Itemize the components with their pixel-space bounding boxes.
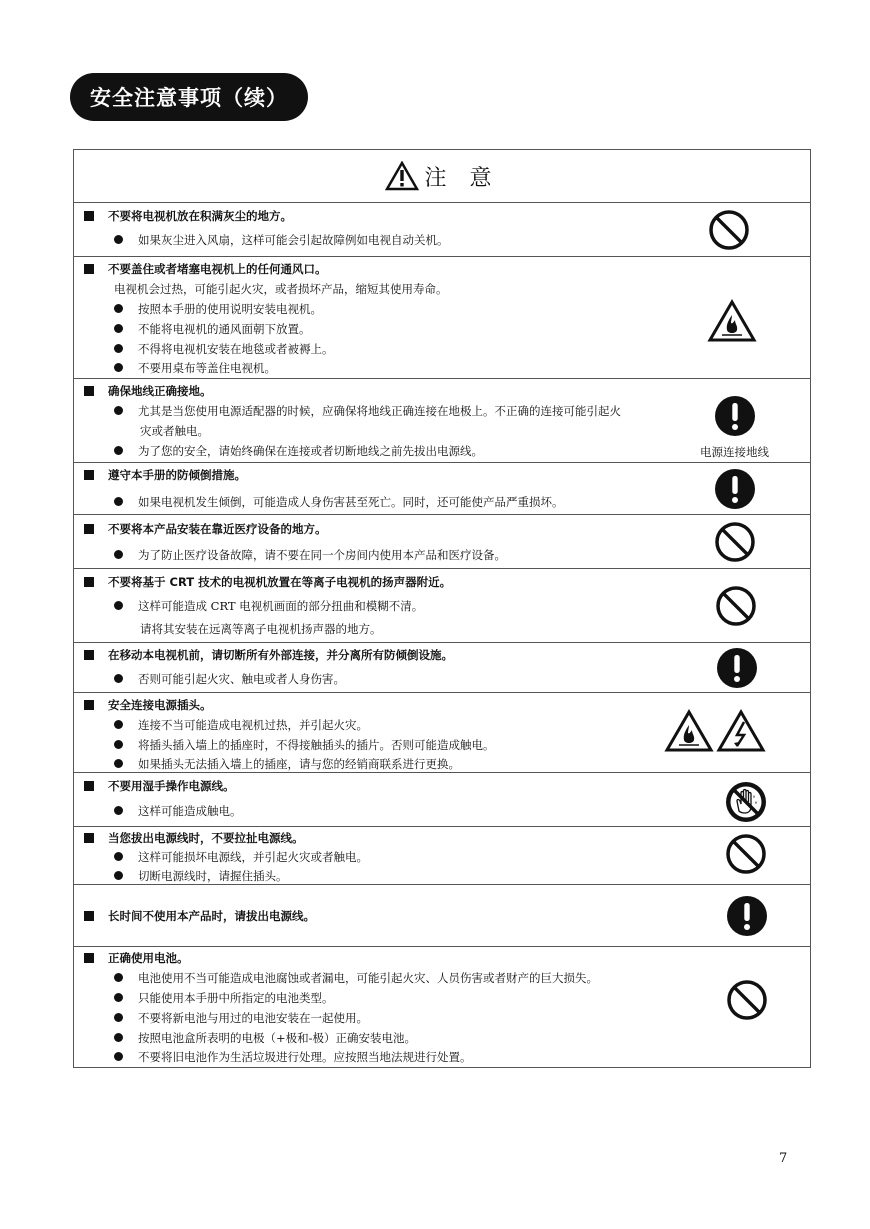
bullet-item: 电池使用不当可能造成电池腐蚀或者漏电，可能引起火灾、人员伤害或者财产的巨大损失。 xyxy=(114,971,598,985)
caution-label: 注 意 xyxy=(424,165,500,191)
warning-triangle-icon xyxy=(385,161,419,191)
prohibition-icon xyxy=(714,521,756,563)
bullet-item: 不得将电视机安装在地毯或者被褥上。 xyxy=(114,342,334,356)
section-heading: 不要将电视机放在积满灰尘的地方。 xyxy=(84,209,292,223)
bullet-item: 如果灰尘进入风扇，这样可能会引起故障例如电视自动关机。 xyxy=(114,233,449,247)
prohibition-icon xyxy=(715,585,757,627)
section-heading: 不要将本产品安装在靠近医疗设备的地方。 xyxy=(84,522,327,536)
caution-section xyxy=(74,827,810,885)
bullet-item: 尤其是当您使用电源适配器的时候，应确保将地线正确连接在地极上。不正确的连接可能引起火 xyxy=(114,404,621,418)
bullet-item: 这样可能造成触电。 xyxy=(114,804,242,818)
section-heading: 安全连接电源插头。 xyxy=(84,698,212,712)
section-heading: 正确使用电池。 xyxy=(84,951,189,965)
caution-section xyxy=(74,693,810,773)
bullet-item: 如果插头无法插入墙上的插座，请与您的经销商联系进行更换。 xyxy=(114,757,460,771)
section-heading: 确保地线正确接地。 xyxy=(84,384,212,398)
electric-shock-warning-icon xyxy=(716,709,766,753)
caution-section xyxy=(74,643,810,693)
caution-section xyxy=(74,569,810,643)
section-heading: 不要将基于 CRT 技术的电视机放置在等离子电视机的扬声器附近。 xyxy=(84,575,451,589)
bullet-item: 切断电源线时，请握住插头。 xyxy=(114,869,288,883)
mandatory-icon xyxy=(726,895,768,937)
section-heading: 不要用湿手操作电源线。 xyxy=(84,779,235,793)
bullet-continuation: 灾或者触电。 xyxy=(140,424,209,438)
section-intro: 电视机会过热，可能引起火灾，或者损坏产品，缩短其使用寿命。 xyxy=(114,282,448,296)
bullet-item: 按照电池盒所表明的电极（+极和-极）正确安装电池。 xyxy=(114,1031,416,1045)
caution-section xyxy=(74,257,810,379)
bullet-item: 不要将旧电池作为生活垃圾进行处理。应按照当地法规进行处置。 xyxy=(114,1050,472,1064)
caution-section xyxy=(74,379,810,463)
bullet-item: 为了防止医疗设备故障，请不要在同一个房间内使用本产品和医疗设备。 xyxy=(114,548,506,562)
bullet-item: 按照本手册的使用说明安装电视机。 xyxy=(114,302,322,316)
bullet-item: 不要用桌布等盖住电视机。 xyxy=(114,361,276,375)
bullet-item: 否则可能引起火灾、触电或者人身伤害。 xyxy=(114,672,345,686)
bullet-item: 不要将新电池与用过的电池安装在一起使用。 xyxy=(114,1011,368,1025)
mandatory-icon xyxy=(714,395,756,437)
prohibition-icon xyxy=(726,979,768,1021)
page-number: 7 xyxy=(779,1151,788,1166)
bullet-item: 如果电视机发生倾倒，可能造成人身伤害甚至死亡。同时，还可能使产品严重损坏。 xyxy=(114,495,564,509)
fire-warning-icon xyxy=(707,299,757,343)
section-heading: 不要盖住或者堵塞电视机上的任何通风口。 xyxy=(84,262,327,276)
bullet-item: 连接不当可能造成电视机过热，并引起火灾。 xyxy=(114,718,368,732)
caution-section xyxy=(74,885,810,947)
icon-caption: 电源连接地线 xyxy=(700,445,769,459)
mandatory-icon xyxy=(714,468,756,510)
caution-header xyxy=(74,150,810,203)
bullet-item: 不能将电视机的通风面朝下放置。 xyxy=(114,322,311,336)
bullet-item: 为了您的安全，请始终确保在连接或者切断地线之前先拔出电源线。 xyxy=(114,444,483,458)
caution-section xyxy=(74,947,810,1067)
bullet-item: 这样可能造成 CRT 电视机画面的部分扭曲和模糊不清。 xyxy=(114,599,423,613)
fire-warning-icon xyxy=(664,709,714,753)
bullet-item: 只能使用本手册中所指定的电池类型。 xyxy=(114,991,334,1005)
section-heading: 遵守本手册的防倾倒措施。 xyxy=(84,468,246,482)
caution-section xyxy=(74,203,810,257)
section-title: 安全注意事项（续） xyxy=(70,73,308,121)
prohibition-icon xyxy=(725,833,767,875)
section-heading: 长时间不使用本产品时，请拔出电源线。 xyxy=(84,909,315,923)
mandatory-icon xyxy=(716,647,758,689)
bullet-continuation: 请将其安装在远离等离子电视机扬声器的地方。 xyxy=(140,622,382,636)
no-wet-hands-icon xyxy=(724,780,768,824)
caution-section xyxy=(74,773,810,827)
bullet-item: 这样可能损坏电源线，并引起火灾或者触电。 xyxy=(114,850,368,864)
caution-section xyxy=(74,463,810,515)
caution-table xyxy=(73,149,811,1068)
caution-section xyxy=(74,515,810,569)
bullet-item: 将插头插入墙上的插座时，不得接触插头的插片。否则可能造成触电。 xyxy=(114,738,495,752)
section-heading: 当您拔出电源线时，不要拉扯电源线。 xyxy=(84,831,304,845)
prohibition-icon xyxy=(708,209,750,251)
section-heading: 在移动本电视机前，请切断所有外部连接，并分离所有防倾倒设施。 xyxy=(84,648,453,662)
